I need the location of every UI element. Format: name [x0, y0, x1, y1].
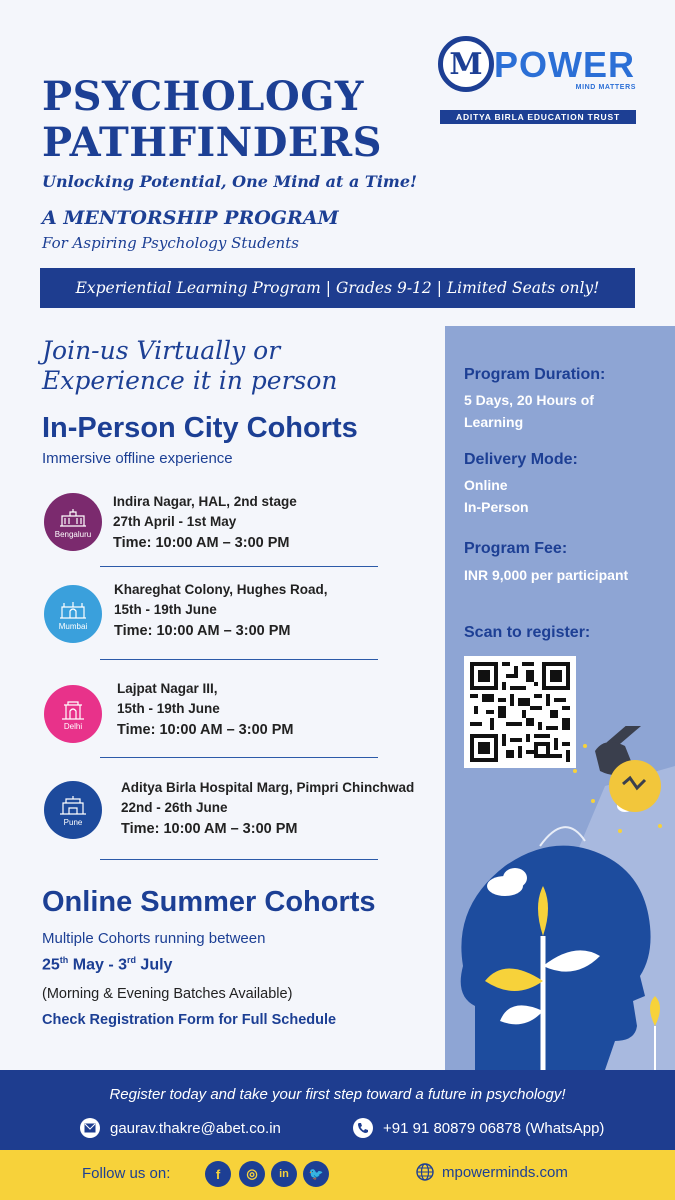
delivery-online: Online [464, 477, 508, 493]
facebook-icon[interactable]: f [205, 1161, 231, 1187]
cohort-dates-delhi: 15th - 19th June [117, 701, 220, 716]
divider [100, 859, 378, 860]
online-subheading: Multiple Cohorts running between [42, 930, 266, 947]
online-start-suffix: th [59, 955, 69, 965]
duration-line-2: Learning [464, 414, 524, 430]
online-start-day: 25 [42, 956, 60, 974]
bengaluru-landmark-icon [58, 506, 88, 528]
info-banner: Experiential Learning Program | Grades 9-12 | Limited Seats only! [40, 268, 635, 308]
scan-label: Scan to register: [464, 624, 591, 641]
website-link[interactable] [416, 1163, 568, 1181]
join-heading [42, 336, 338, 396]
cohort-time-pune: Time: 10:00 AM – 3:00 PM [121, 821, 298, 837]
page-title [42, 74, 382, 166]
cohort-dates-pune: 22nd - 26th June [121, 800, 228, 815]
online-date-range [42, 955, 172, 974]
pune-landmark-icon [58, 794, 88, 816]
city-badge-mumbai [44, 585, 102, 643]
cohort-venue-pune: Aditya Birla Hospital Marg, Pimpri Chinchwad [121, 780, 415, 795]
mpower-logo-tagline: MIND MATTERS [575, 84, 636, 91]
title-line-1: PSYCHOLOGY [42, 73, 364, 120]
city-name-delhi: Delhi [63, 721, 83, 731]
footer-message: Register today and take your first step toward a future in psychology! [109, 1086, 566, 1103]
mpower-logo [436, 30, 636, 126]
mind-growth-illustration [445, 726, 675, 1070]
mpower-logo-mark: M [438, 36, 494, 92]
delivery-label: Delivery Mode: [464, 451, 578, 468]
mpower-logo-word: POWER [494, 44, 636, 85]
phone-icon [353, 1118, 373, 1138]
fee-value: INR 9,000 per participant [464, 567, 629, 583]
cohort-venue-delhi: Lajpat Nagar III, [117, 681, 218, 696]
delivery-in-person: In-Person [464, 499, 529, 515]
join-line-2: Experience it in person [42, 366, 338, 395]
batches-note: (Morning & Evening Batches Available) [42, 986, 293, 1002]
instagram-icon[interactable]: ◎ [239, 1161, 265, 1187]
cohort-dates-mumbai: 15th - 19th June [114, 602, 217, 617]
linkedin-icon[interactable]: in [271, 1161, 297, 1187]
phone-number[interactable]: +91 91 80879 06878 (WhatsApp) [383, 1119, 605, 1137]
online-start-month: May - 3 [68, 956, 127, 974]
check-schedule-note: Check Registration Form for Full Schedule [42, 1012, 337, 1028]
divider [100, 566, 378, 567]
divider [100, 757, 378, 758]
contact-footer [0, 1070, 675, 1150]
duration-label: Program Duration: [464, 366, 606, 383]
online-end-month: July [135, 956, 173, 974]
duration-line-1: 5 Days, 20 Hours of [464, 392, 594, 408]
mumbai-landmark-icon [58, 598, 88, 620]
city-badge-pune [44, 781, 102, 839]
city-name-mumbai: Mumbai [58, 621, 88, 631]
delhi-landmark-icon [58, 698, 88, 720]
city-name-pune: Pune [63, 817, 83, 827]
in-person-heading: In-Person City Cohorts [42, 412, 358, 444]
join-line-1: Join-us Virtually or [42, 336, 281, 365]
program-details-panel [445, 326, 675, 1070]
program-title: A MENTORSHIP PROGRAM [42, 207, 339, 229]
program-subtitle: For Aspiring Psychology Students [42, 234, 299, 252]
tagline: Unlocking Potential, One Mind at a Time! [42, 172, 418, 191]
title-line-2: PATHFINDERS [42, 119, 383, 166]
phone-contact[interactable] [353, 1118, 604, 1138]
city-badge-delhi [44, 685, 102, 743]
cohort-time-delhi: Time: 10:00 AM – 3:00 PM [117, 722, 294, 738]
online-heading: Online Summer Cohorts [42, 886, 376, 918]
email-icon [80, 1118, 100, 1138]
fee-label: Program Fee: [464, 540, 568, 557]
twitter-icon[interactable]: 🐦 [303, 1161, 329, 1187]
website-url[interactable]: mpowerminds.com [442, 1163, 568, 1181]
cohort-time-bengaluru: Time: 10:00 AM – 3:00 PM [113, 535, 290, 551]
cohort-dates-bengaluru: 27th April - 1st May [113, 514, 237, 529]
cohort-venue-mumbai: Khareghat Colony, Hughes Road, [114, 582, 328, 597]
globe-icon [416, 1163, 434, 1181]
divider [100, 659, 378, 660]
social-bar [0, 1150, 675, 1200]
online-end-suffix: rd [126, 955, 136, 965]
email-contact[interactable] [80, 1118, 281, 1138]
city-name-bengaluru: Bengaluru [54, 529, 92, 539]
email-address[interactable]: gaurav.thakre@abet.co.in [110, 1119, 281, 1137]
city-badge-bengaluru [44, 493, 102, 551]
abet-org-name: ADITYA BIRLA EDUCATION TRUST [440, 110, 636, 124]
cohort-time-mumbai: Time: 10:00 AM – 3:00 PM [114, 623, 291, 639]
in-person-subheading: Immersive offline experience [42, 450, 233, 467]
follow-label: Follow us on: [82, 1165, 171, 1182]
cohort-venue-bengaluru: Indira Nagar, HAL, 2nd stage [113, 494, 297, 509]
